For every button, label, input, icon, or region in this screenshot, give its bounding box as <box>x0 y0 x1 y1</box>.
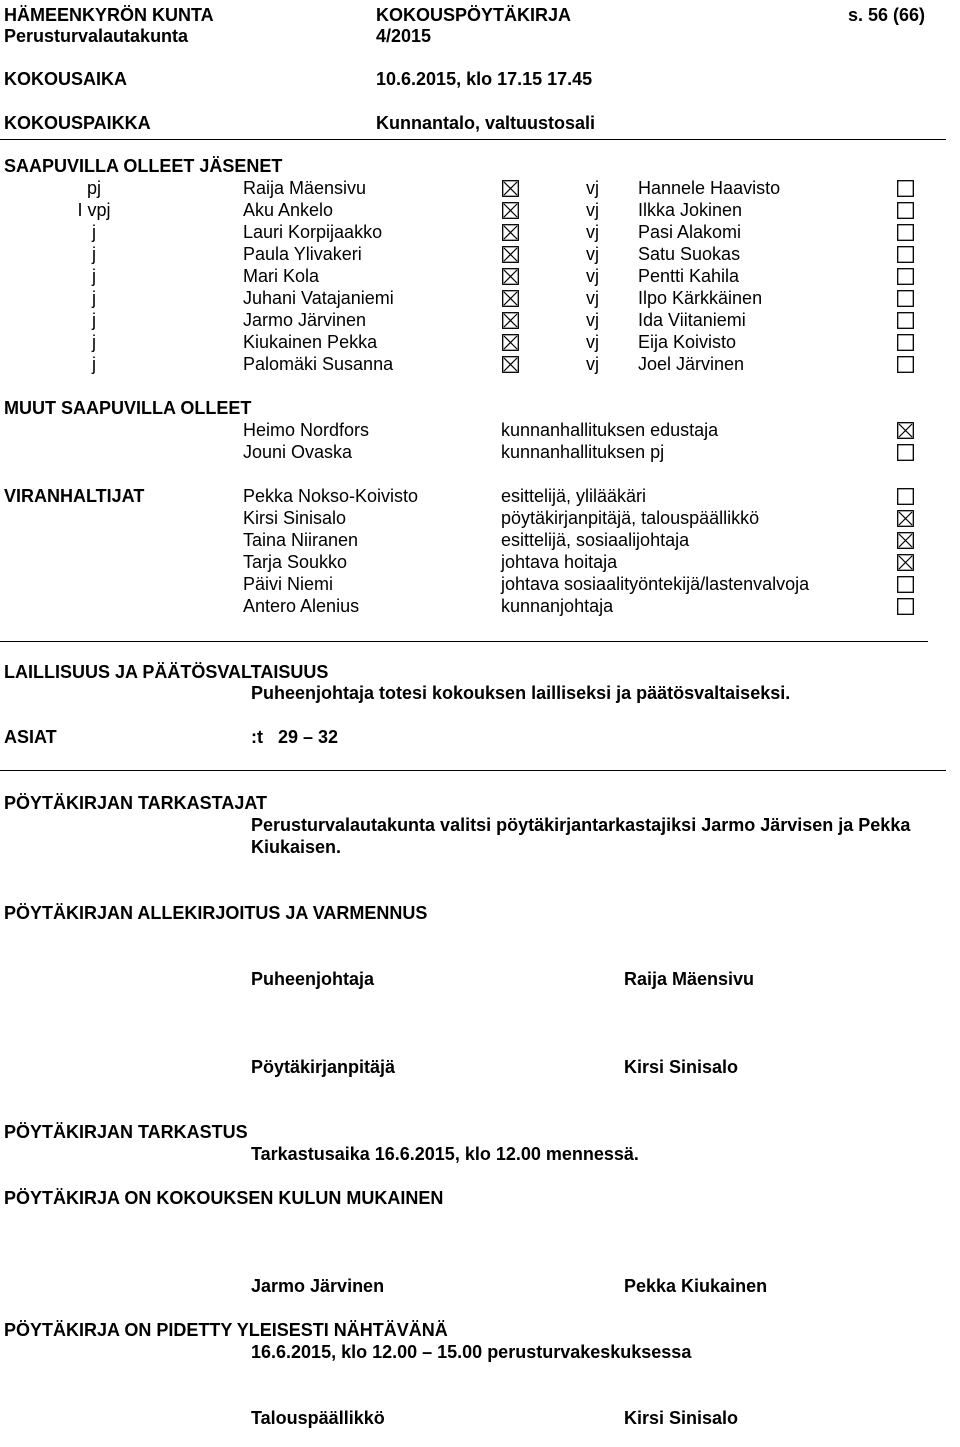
checkers-heading: PÖYTÄKIRJAN TARKASTAJAT <box>4 793 268 813</box>
deputy-present-checkbox[interactable] <box>897 268 914 285</box>
conformity-heading: PÖYTÄKIRJA ON KOKOUKSEN KULUN MUKAINEN <box>4 1188 444 1208</box>
meeting-place-label: KOKOUSPAIKKA <box>4 113 151 133</box>
member-role: pj <box>86 178 101 198</box>
attendee-present-checkbox[interactable] <box>897 422 914 439</box>
matters-value: :t 29 – 32 <box>251 727 339 747</box>
member-present-checkbox[interactable] <box>502 180 519 197</box>
member-name: Jarmo Järvinen <box>243 310 367 330</box>
member-present-checkbox[interactable] <box>502 312 519 329</box>
deputy-role: vj <box>586 310 599 330</box>
deputy-name: Ilpo Kärkkäinen <box>638 288 763 308</box>
deputy-name: Satu Suokas <box>638 244 741 264</box>
meeting-place-value: Kunnantalo, valtuustosali <box>376 113 596 133</box>
municipality: HÄMEENKYRÖN KUNTA <box>4 5 214 25</box>
member-name: Raija Mäensivu <box>243 178 367 198</box>
officials-heading: VIRANHALTIJAT <box>4 486 145 506</box>
legality-text: Puheenjohtaja totesi kokouksen lailliseksi ja päätösvaltaiseksi. <box>251 683 791 703</box>
divider <box>0 770 946 771</box>
deputy-present-checkbox[interactable] <box>897 334 914 351</box>
official-name: Antero Alenius <box>243 596 360 616</box>
member-name: Mari Kola <box>243 266 320 286</box>
review-heading: PÖYTÄKIRJAN TARKASTUS <box>4 1122 248 1142</box>
member-name: Lauri Korpijaakko <box>243 222 383 242</box>
deputy-name: Eija Koivisto <box>638 332 737 352</box>
member-present-checkbox[interactable] <box>502 246 519 263</box>
official-title: esittelijä, ylilääkäri <box>501 486 647 506</box>
conformity-signer-2: Pekka Kiukainen <box>624 1276 768 1296</box>
attendee-name: Jouni Ovaska <box>243 442 353 462</box>
deputy-role: vj <box>586 244 599 264</box>
deputy-role: vj <box>586 288 599 308</box>
page-number: s. 56 (66) <box>848 5 926 25</box>
member-name: Palomäki Susanna <box>243 354 394 374</box>
member-present-checkbox[interactable] <box>502 202 519 219</box>
checkers-text-line2: Kiukaisen. <box>251 837 342 857</box>
board-name: Perusturvalautakunta <box>4 26 189 46</box>
official-name: Kirsi Sinisalo <box>243 508 347 528</box>
official-title: kunnanjohtaja <box>501 596 614 616</box>
review-text: Tarkastusaika 16.6.2015, klo 12.00 mennessä. <box>251 1144 639 1164</box>
member-present-checkbox[interactable] <box>502 290 519 307</box>
signature-heading: PÖYTÄKIRJAN ALLEKIRJOITUS JA VARMENNUS <box>4 903 428 923</box>
deputy-role: vj <box>586 178 599 198</box>
document-type: KOKOUSPÖYTÄKIRJA <box>376 5 572 25</box>
member-role: I vpj <box>77 200 111 220</box>
deputy-present-checkbox[interactable] <box>897 180 914 197</box>
official-title: johtava sosiaalityöntekijä/lastenvalvoja <box>501 574 810 594</box>
attendee-present-checkbox[interactable] <box>897 444 914 461</box>
deputy-present-checkbox[interactable] <box>897 224 914 241</box>
public-heading: PÖYTÄKIRJA ON PIDETTY YLEISESTI NÄHTÄVÄNÄ <box>4 1320 448 1340</box>
deputy-name: Ilkka Jokinen <box>638 200 743 220</box>
member-role: j <box>92 332 96 352</box>
official-name: Tarja Soukko <box>243 552 348 572</box>
official-name: Pekka Nokso-Koivisto <box>243 486 419 506</box>
deputy-name: Hannele Haavisto <box>638 178 781 198</box>
member-name: Aku Ankelo <box>243 200 334 220</box>
members-heading: SAAPUVILLA OLLEET JÄSENET <box>4 156 283 176</box>
deputy-role: vj <box>586 354 599 374</box>
official-present-checkbox[interactable] <box>897 488 914 505</box>
official-title: esittelijä, sosiaalijohtaja <box>501 530 690 550</box>
public-signer-name: Kirsi Sinisalo <box>624 1408 739 1428</box>
member-role: j <box>92 310 96 330</box>
member-present-checkbox[interactable] <box>502 268 519 285</box>
member-name: Paula Ylivakeri <box>243 244 362 264</box>
member-present-checkbox[interactable] <box>502 224 519 241</box>
member-role: j <box>92 266 96 286</box>
member-name: Juhani Vatajaniemi <box>243 288 394 308</box>
official-name: Päivi Niemi <box>243 574 334 594</box>
meeting-time-value: 10.6.2015, klo 17.15 17.45 <box>376 69 593 89</box>
deputy-role: vj <box>586 332 599 352</box>
member-present-checkbox[interactable] <box>502 356 519 373</box>
deputy-name: Pentti Kahila <box>638 266 740 286</box>
deputy-role: vj <box>586 266 599 286</box>
matters-label: ASIAT <box>4 727 57 747</box>
official-title: pöytäkirjanpitäjä, talouspäällikkö <box>501 508 760 528</box>
meeting-time-label: KOKOUSAIKA <box>4 69 128 89</box>
chair-name: Raija Mäensivu <box>624 969 755 989</box>
official-present-checkbox[interactable] <box>897 510 914 527</box>
attendee-title: kunnanhallituksen edustaja <box>501 420 719 440</box>
member-role: j <box>92 222 96 242</box>
document-number: 4/2015 <box>376 26 432 46</box>
public-text: 16.6.2015, klo 12.00 – 15.00 perusturvakeskuksessa <box>251 1342 692 1362</box>
deputy-present-checkbox[interactable] <box>897 246 914 263</box>
member-role: j <box>92 244 96 264</box>
chair-label: Puheenjohtaja <box>251 969 375 989</box>
legality-heading: LAILLISUUS JA PÄÄTÖSVALTAISUUS <box>4 662 329 682</box>
deputy-present-checkbox[interactable] <box>897 312 914 329</box>
secretary-name: Kirsi Sinisalo <box>624 1057 739 1077</box>
secretary-label: Pöytäkirjanpitäjä <box>251 1057 396 1077</box>
deputy-present-checkbox[interactable] <box>897 202 914 219</box>
conformity-signer-1: Jarmo Järvinen <box>251 1276 385 1296</box>
official-present-checkbox[interactable] <box>897 554 914 571</box>
member-name: Kiukainen Pekka <box>243 332 378 352</box>
official-present-checkbox[interactable] <box>897 532 914 549</box>
member-role: j <box>92 354 96 374</box>
deputy-name: Ida Viitaniemi <box>638 310 746 330</box>
official-title: johtava hoitaja <box>501 552 618 572</box>
divider <box>0 641 928 642</box>
others-heading: MUUT SAAPUVILLA OLLEET <box>4 398 252 418</box>
divider <box>0 139 946 140</box>
member-present-checkbox[interactable] <box>502 334 519 351</box>
member-role: j <box>92 288 96 308</box>
official-name: Taina Niiranen <box>243 530 359 550</box>
public-signer-label: Talouspäällikkö <box>251 1408 385 1428</box>
deputy-name: Pasi Alakomi <box>638 222 742 242</box>
deputy-present-checkbox[interactable] <box>897 356 914 373</box>
deputy-present-checkbox[interactable] <box>897 290 914 307</box>
attendee-title: kunnanhallituksen pj <box>501 442 665 462</box>
deputy-role: vj <box>586 200 599 220</box>
official-present-checkbox[interactable] <box>897 598 914 615</box>
attendee-name: Heimo Nordfors <box>243 420 370 440</box>
checkers-text-line1: Perusturvalautakunta valitsi pöytäkirjantarkastajiksi Jarmo Järvisen ja Pekka <box>251 815 911 835</box>
deputy-role: vj <box>586 222 599 242</box>
deputy-name: Joel Järvinen <box>638 354 745 374</box>
official-present-checkbox[interactable] <box>897 576 914 593</box>
